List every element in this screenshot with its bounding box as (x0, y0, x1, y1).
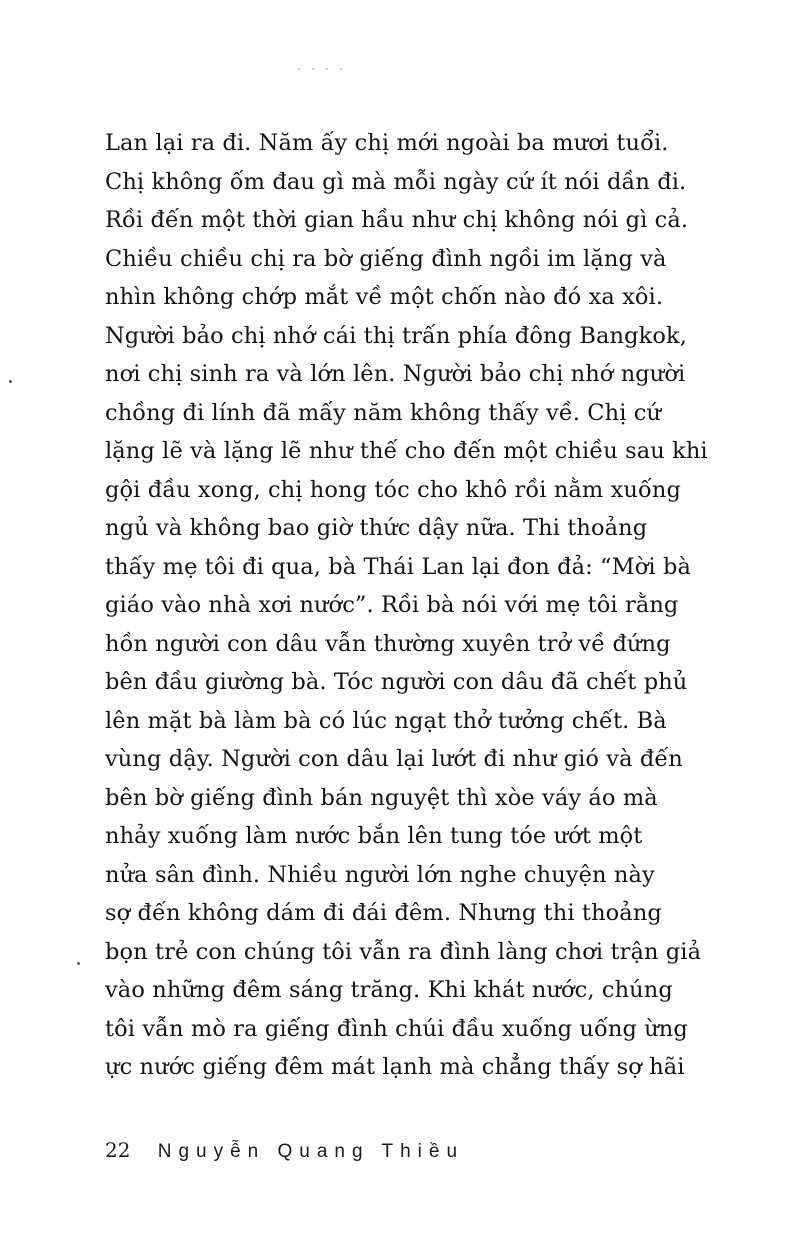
text-line: lên mặt bà làm bà có lúc ngạt thở tưởng chết. Bà (105, 707, 667, 734)
text-line: Lan lại ra đi. Năm ấy chị mới ngoài ba mươi tuổi. (105, 130, 669, 156)
page-footer (105, 1138, 464, 1163)
text-line: sợ đến không dám đi đái đêm. Nhưng thi thoảng (105, 900, 662, 926)
text-line: Người bảo chị nhớ cái thị trấn phía đông Bangkok, (105, 322, 687, 349)
text-line: tôi vẫn mò ra giếng đình chúi đầu xuống uống ừng (105, 1015, 688, 1042)
text-line: gội đầu xong, chị hong tóc cho khô rồi nằm xuống (105, 476, 681, 503)
text-line: Chị không ốm đau gì mà mỗi ngày cứ ít nói dần đi. (105, 168, 687, 195)
margin-speck (77, 962, 80, 965)
top-decoration (298, 62, 358, 72)
page-number: 22 (105, 1138, 131, 1162)
text-line: bên đầu giường bà. Tóc người con dâu đã chết phủ (105, 669, 688, 695)
text-line: lặng lẽ và lặng lẽ như thế cho đến một chiều sau khi (105, 438, 708, 464)
text-line: giáo vào nhà xơi nước”. Rồi bà nói với mẹ tôi rằng (105, 592, 679, 618)
text-line: hồn người con dâu vẫn thường xuyên trở về đứng (105, 630, 671, 657)
text-line: nơi chị sinh ra và lớn lên. Người bảo chị nhớ người (105, 361, 686, 387)
text-line: Rồi đến một thời gian hầu như chị không nói gì cả. (105, 207, 689, 233)
text-line: Chiều chiều chị ra bờ giếng đình ngồi im lặng và (105, 245, 667, 272)
text-line: vào những đêm sáng trăng. Khi khát nước, chúng (105, 977, 673, 1003)
text-line: vùng dậy. Người con dâu lại lướt đi như gió và đến (105, 746, 683, 772)
text-line: nhìn không chớp mắt về một chốn nào đó xa xôi. (105, 284, 664, 310)
text-line: ực nước giếng đêm mát lạnh mà chẳng thấy sợ hãi (105, 1054, 685, 1080)
margin-speck (9, 380, 12, 383)
body-text (105, 124, 725, 1087)
text-line: nhảy xuống làm nước bắn lên tung tóe ướt một (105, 823, 643, 849)
text-line: chồng đi lính đã mấy năm không thấy về. Chị cứ (105, 399, 662, 426)
text-line: bên bờ giếng đình bán nguyệt thì xòe váy áo mà (105, 784, 658, 811)
text-line: bọn trẻ con chúng tôi vẫn ra đình làng chơi trận giả (105, 938, 702, 965)
text-line: thấy mẹ tôi đi qua, bà Thái Lan lại đon đả: “Mời bà (105, 553, 691, 580)
text-line: nửa sân đình. Nhiều người lớn nghe chuyện này (105, 861, 655, 888)
text-line: ngủ và không bao giờ thức dậy nữa. Thi thoảng (105, 515, 648, 541)
author-name: Nguyễn Quang Thiều (157, 1141, 465, 1162)
